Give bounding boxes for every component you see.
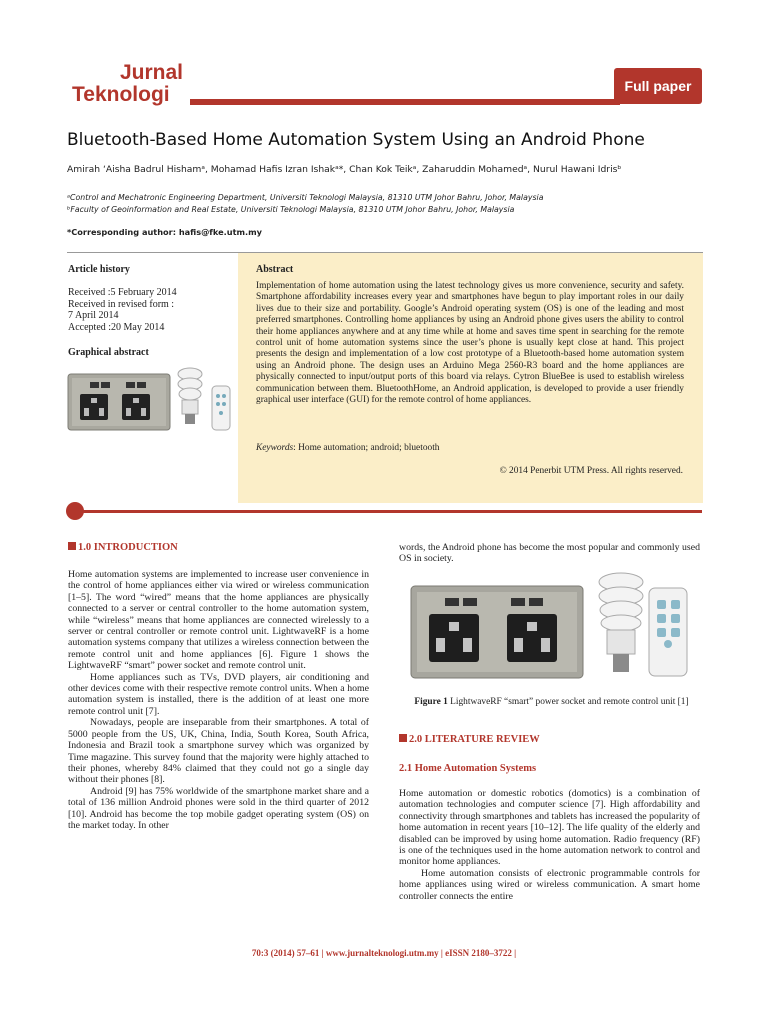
graphical-abstract-heading: Graphical abstract — [68, 347, 149, 358]
paragraph: Home automation or domestic robotics (domotics) is a combination of automation technologies and computer science [7]. High affordability and connectivity through smartphones and tablets has increased the popularity of home automation in recent years [10–12]. The life quality of the elderly and disabled can be improved by using home automation. Radio frequency (RF) is one of the techniques used in the home automation network to control and monitor home appliances. — [399, 788, 700, 868]
full-paper-badge: Full paper — [614, 68, 702, 104]
subsection-heading: 2.1 Home Automation Systems — [399, 763, 537, 774]
keywords-value: : Home automation; android; bluetooth — [293, 443, 440, 453]
article-history — [68, 287, 238, 333]
continued-text: words, the Android phone has become the most popular and commonly used OS in society. — [399, 542, 700, 565]
corresponding-author: *Corresponding author: hafis@fke.utm.my — [67, 227, 263, 237]
history-line: Accepted :20 May 2014 — [68, 321, 165, 333]
affiliation-a: ᵃControl and Mechatronic Engineering Department, Universiti Teknologi Malaysia, 81310 UTM Johor Bahru, Johor, Malaysia — [67, 193, 544, 202]
keywords — [256, 443, 440, 453]
heading-square-icon — [399, 734, 407, 742]
header-rule — [190, 99, 620, 105]
abstract-text: Implementation of home automation using the latest technology gives us more convenience, security and safety. Smartphone affordability increases every year and smartphones have begun to play important roles in our daily lives due to their size and portability. Google’s Android operating system (OS) is one of the leading and most preferred smartphones. Controlling home appliances by using an Android phone gives users the ability to control their home appliances anywhere and at any time while at home and saves time spent in searching for the remote control unit of home automation systems since the user’s phone is usually kept close at hand. This project presents the design and implementation of a low cost prototype of a Bluetooth-based home automation system using an Android phone. The design uses an Arduino Mega 2560-R3 board and the home appliances are physically connected to input/output ports of this board via relays. Cytron BlueBee is used to establish wireless communication between them. BluetoothHome, an Android application, is developed to provide a user friendly graphical user interface (GUI) for the remote control of home appliances. — [256, 281, 684, 406]
introduction-heading-text: 1.0 INTRODUCTION — [78, 542, 178, 553]
paragraph: Home automation systems are implemented to increase user convenience in the control of home appliances either via wired or wireless communication [1–5]. The word “wired” means that the home appliances are physically connected to a server or central controller to the home automation system, while “wireless” means that home appliances are connected wirelessly to a server or central controller or remote control unit. LightwaveRF is a home automation systems company that utilizes a wireless connection between the remote control unit and home appliances [6]. Figure 1 shows the LightwaveRF “smart” power socket and remote control unit. — [68, 569, 369, 672]
journal-logo-line2: Teknologi — [72, 83, 170, 106]
literature-review-heading-text: 2.0 LITERATURE REVIEW — [409, 734, 540, 745]
paragraph: Android [9] has 75% worldwide of the smartphone market share and a total of 136 million Android phones were sold in the third quarter of 2012 [10]. Android has become the top mobile gadget operating system (OS) on the market today. In other — [68, 785, 369, 831]
history-line: 7 April 2014 — [68, 310, 119, 321]
history-line: Received :5 February 2014 — [68, 287, 177, 298]
journal-logo-line1: Jurnal — [120, 61, 184, 84]
introduction-heading — [68, 542, 178, 553]
heading-square-icon — [68, 542, 76, 550]
author-list: Amirah ‘Aisha Badrul Hishamᵃ, Mohamad Hafis Izran Ishakᵃ*, Chan Kok Teikᵃ, Zaharuddin Mohamedᵃ, Nurul Hawani Idrisᵇ — [67, 164, 622, 175]
figure-1-image — [407, 570, 703, 686]
figure-1-caption — [399, 697, 704, 707]
affiliation-b: ᵇFaculty of Geoinformation and Real Estate, Universiti Teknologi Malaysia, 81310 UTM Johor Bahru, Johor, Malaysia — [67, 205, 515, 214]
section-rule — [74, 510, 702, 513]
page-footer: 70:3 (2014) 57–61 | www.jurnalteknologi.utm.my | eISSN 2180–3722 | — [251, 948, 517, 958]
copyright: © 2014 Penerbit UTM Press. All rights reserved. — [499, 466, 683, 476]
literature-review-body — [399, 788, 700, 902]
abstract-heading: Abstract — [256, 264, 294, 275]
introduction-body — [68, 569, 369, 831]
section-rule-dot — [66, 502, 84, 520]
graphical-abstract-image — [66, 362, 236, 434]
paragraph: Nowadays, people are inseparable from their smartphones. A total of 5000 people from the US, UK, China, India, South Korea, South Africa, Indonesia and Brazil took a smartphone survey which was organized by Time magazine. This survey found that the majority were highly attached to their phones, whereby 84% claimed that they could not go a single day without their phones [8]. — [68, 717, 369, 786]
history-line: Received in revised form : — [68, 298, 175, 310]
paragraph: Home automation consists of electronic programmable controls for home appliances using wired or wireless communication. A smart home controller connects the entire — [399, 867, 700, 902]
paper-title: Bluetooth-Based Home Automation System Using an Android Phone — [67, 130, 645, 150]
literature-review-heading — [399, 734, 540, 745]
journal-logo — [72, 62, 183, 106]
paragraph: Home appliances such as TVs, DVD players, air conditioning and other devices come with their respective remote control units. When a home automation system is installed, there is the addition of at least one more remote control unit [7]. — [68, 671, 369, 717]
article-history-heading: Article history — [68, 264, 130, 275]
keywords-label: Keywords — [256, 443, 294, 453]
figure-caption-text: LightwaveRF “smart” power socket and remote control unit [1] — [447, 697, 689, 707]
figure-label: Figure 1 — [414, 697, 448, 707]
